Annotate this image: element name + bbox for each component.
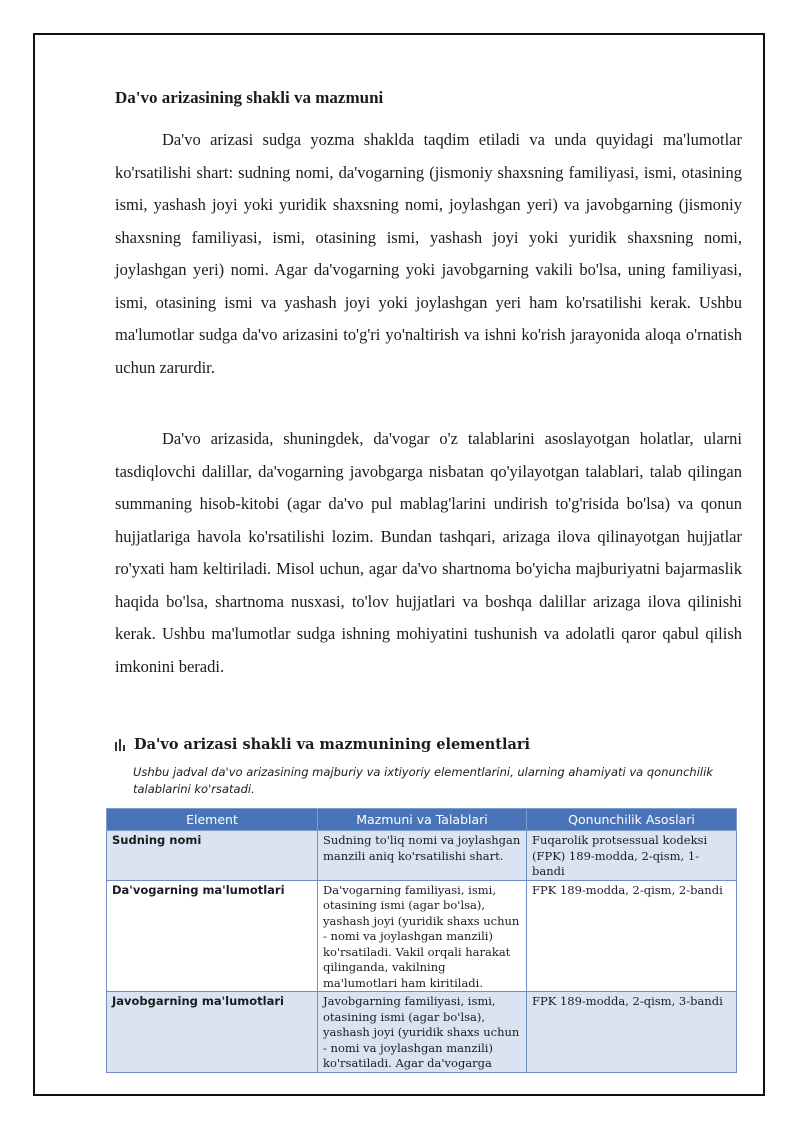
table-caption: Ushbu jadval da'vo arizasining majburiy va ixtiyoriy elementlarini, ularning ahamiyati va qonunchilik talablarini ko'rsatadi. bbox=[133, 765, 713, 796]
cell-element: Da'vogarning ma'lumotlari bbox=[107, 880, 318, 992]
column-header-element: Element bbox=[107, 809, 318, 831]
table-row bbox=[107, 831, 737, 881]
table-row bbox=[107, 880, 737, 992]
column-header-content: Mazmuni va Talablari bbox=[318, 809, 527, 831]
cell-basis: Fuqarolik protsessual kodeksi (FPK) 189-modda, 2-qism, 1-bandi bbox=[527, 831, 737, 881]
paragraph-2: Da'vo arizasida, shuningdek, da'vogar o'z talablarini asoslayotgan holatlar, ularni tasdiqlovchi dalillar, da'vogarning javobgarga nisbatan qo'yilayotgan talablari, talab qilingan summaning hisob-kitobi (agar da'vo pul mablag'larini undirish to'g'risida bo'lsa) va qonun hujjatlariga havola ko'rsatilishi lozim. Bundan tashqari, arizaga ilova qilinayotgan hujjatlar ro'yxati ham keltiriladi. Misol uchun, agar da'vo shartnoma bo'yicha majburiyatni bajarmaslik haqida bo'lsa, shartnoma nusxasi, to'lov hujjatlari va boshqa dalillar arizaga ilova qilinishi kerak. Ushbu ma'lumotlar sudga ishning mohiyatini tushunish va adolatli qaror qabul qilish imkonini beradi. bbox=[115, 429, 742, 676]
bar-chart-icon bbox=[115, 739, 127, 751]
cell-element: Sudning nomi bbox=[107, 831, 318, 881]
table-title bbox=[115, 736, 530, 753]
cell-content: Da'vogarning familiyasi, ismi, otasining ismi (agar bo'lsa), yashash joyi (yuridik shaxs uchun - nomi va joylashgan manzili) ko'rsatiladi. Vakil orqali harakat qilinganda, vakilning ma'lumotlari ham kiritiladi. bbox=[318, 880, 527, 992]
paragraph-1: Da'vo arizasi sudga yozma shaklda taqdim etiladi va unda quyidagi ma'lumotlar ko'rsatilishi shart: sudning nomi, da'vogarning (jismoniy shaxsning familiyasi, ismi, otasining ismi, yashash joyi yoki yuridik shaxsning nomi, joylashgan yeri) va javobgarning (jismoniy shaxsning familiyasi, ismi, otasining ismi, yashash joyi yoki yuridik shaxsning nomi, joylashgan yeri) nomi. Agar da'vogarning yoki javobgarning vakili bo'lsa, uning familiyasi, ismi, otasining ismi va yashash joyi yoki joylashgan yeri ham ko'rsatilishi kerak. Ushbu ma'lumotlar sudga da'vo arizasini to'g'ri yo'naltirish va ishni ko'rish jarayonida aloqa o'rnatish uchun zarurdir. bbox=[115, 130, 742, 377]
cell-element: Javobgarning ma'lumotlari bbox=[107, 992, 318, 1073]
elements-table bbox=[106, 808, 737, 1073]
column-header-basis: Qonunchilik Asoslari bbox=[527, 809, 737, 831]
cell-basis: FPK 189-modda, 2-qism, 3-bandi bbox=[527, 992, 737, 1073]
table-title-text: Da'vo arizasi shakli va mazmunining elementlari bbox=[134, 736, 531, 753]
section-heading: Da'vo arizasining shakli va mazmuni bbox=[115, 88, 384, 107]
cell-content: Sudning to'liq nomi va joylashgan manzili aniq ko'rsatilishi shart. bbox=[318, 831, 527, 881]
cell-content: Javobgarning familiyasi, ismi, otasining ismi (agar bo'lsa), yashash joyi (yuridik shaxs uchun - nomi va joylashgan manzili) ko'rsatiladi. Agar da'vogarga bbox=[318, 992, 527, 1073]
cell-basis: FPK 189-modda, 2-qism, 2-bandi bbox=[527, 880, 737, 992]
table-row bbox=[107, 992, 737, 1073]
table-header-row bbox=[107, 809, 737, 831]
